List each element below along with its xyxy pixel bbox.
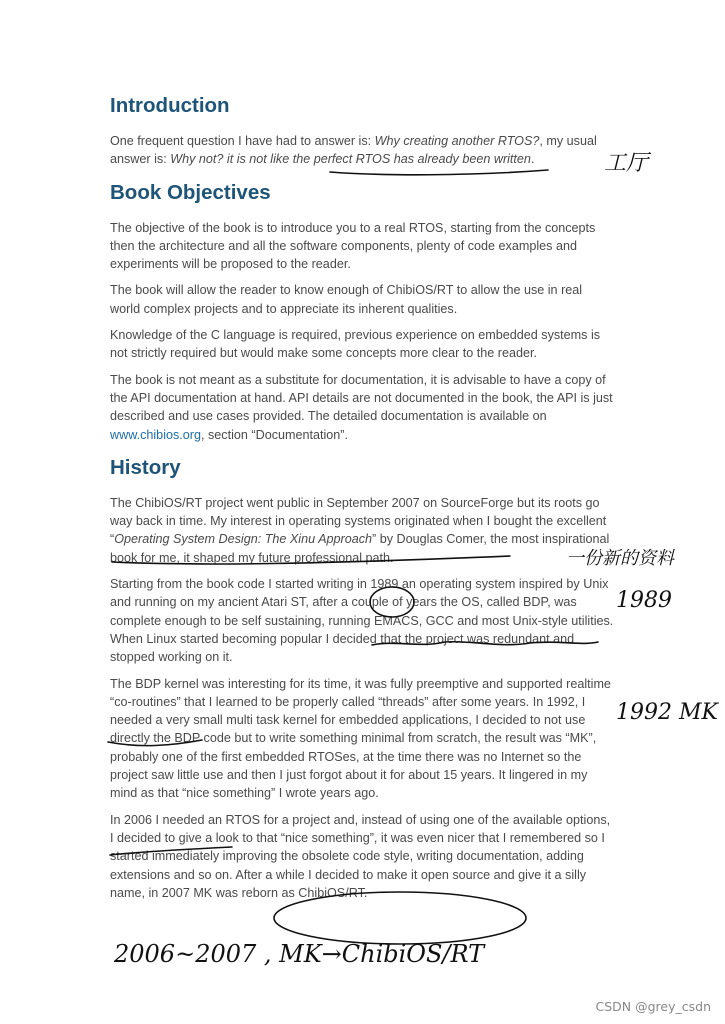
intro-question: Why creating another RTOS? (374, 134, 540, 148)
intro-text-b: , my usual answer is: (110, 134, 597, 167)
intro-answer: Why not? it is not like the perfect RTOS has already been written (170, 152, 531, 167)
book-objectives-heading: Book Objectives (110, 180, 271, 204)
intro-text-a: One frequent question I have had to answer is: (110, 134, 375, 148)
objectives-p4-text-a: The book is not meant as a substitute for documentation, it is advisable to have a copy of the API documentation at hand. API details are not documented in the book, the API is just described and use cases provided. The detailed documentation is available on (110, 372, 613, 424)
handwritten-note-1: 工厅 (604, 151, 649, 176)
csdn-watermark: CSDN @grey_csdn (595, 999, 711, 1014)
history-paragraph-4: In 2006 I needed an RTOS for a project and, instead of using one of the available options, I decided to give a look to that “nice something”, it was even nicer that I remembered so I started immediately improving the obsolete code style, writing documentation, adding extensions and so on. After a while I decided to make it open source and give it a silly name, in 2007 MK was reborn as ChibiOS/RT. (110, 812, 611, 900)
document-page (110, 92, 615, 910)
intro-text-end: . (530, 152, 535, 167)
handwritten-note-4: 1992 MK (616, 700, 718, 725)
chibios-website-link[interactable]: www.chibios.org (110, 427, 201, 442)
history-heading: History (110, 455, 181, 479)
handwritten-note-2: 一份新的资料 (566, 548, 674, 569)
history-p1-text-b: ” by Douglas Comer, the most inspirational book for me, it shaped my future professional path. (110, 532, 610, 565)
objectives-p4-text-b: , section “Documentation”. (201, 427, 348, 442)
objectives-paragraph-3: Knowledge of the C language is required, previous experience on embedded systems is not strictly required but would make some concepts more clear to the reader. (110, 328, 601, 361)
history-paragraph-3: The BDP kernel was interesting for its time, it was fully preemptive and supported realtime “co-routines” that I learned to be properly called “threads” after some years. In 1992, I needed a very small multi task kernel for embedded applications, I decided to not use directly the BDP code but to write something minimal from scratch, the result was “MK”, probably one of the first embedded RTOSes, at the time there was no Internet so the project saw little use and then I just forgot about it for about 15 years. It lingered in my mind as that “nice something” I wrote years ago. (110, 676, 611, 801)
xinu-book-title: Operating System Design: The Xinu Approach (114, 532, 373, 547)
history-paragraph-1 (110, 494, 615, 567)
handwritten-note-5: 2006~2007 , MK→ChibiOS/RT (114, 940, 485, 968)
objectives-paragraph-1: The objective of the book is to introduce you to a real RTOS, starting from the concepts then the architecture and all the software components, plenty of code examples and experiments will be proposed to the reader. (110, 220, 596, 272)
objectives-paragraph-4 (110, 371, 615, 444)
objectives-paragraph-2: The book will allow the reader to know enough of ChibiOS/RT to allow the use in real world complex projects and to appreciate its inherent qualities. (110, 283, 583, 316)
handwritten-note-3: 1989 (616, 588, 672, 613)
history-paragraph-2: Starting from the book code I started writing in 1989 an operating system inspired by Unix and running on my ancient Atari ST, after a couple of years the OS, called BDP, was complete enough to be self sustaining, running EMACS, GCC and most Unix-style utilities. When Linux started becoming popular I decided that the project was redundant and stopped working on it. (110, 577, 614, 665)
introduction-heading: Introduction (110, 94, 230, 117)
introduction-paragraph (110, 132, 615, 169)
history-p1-text-a: The ChibiOS/RT project went public in September 2007 on SourceForge but its roots go way back in time. My interest in operating systems originated when I bought the excellent “ (110, 495, 607, 547)
